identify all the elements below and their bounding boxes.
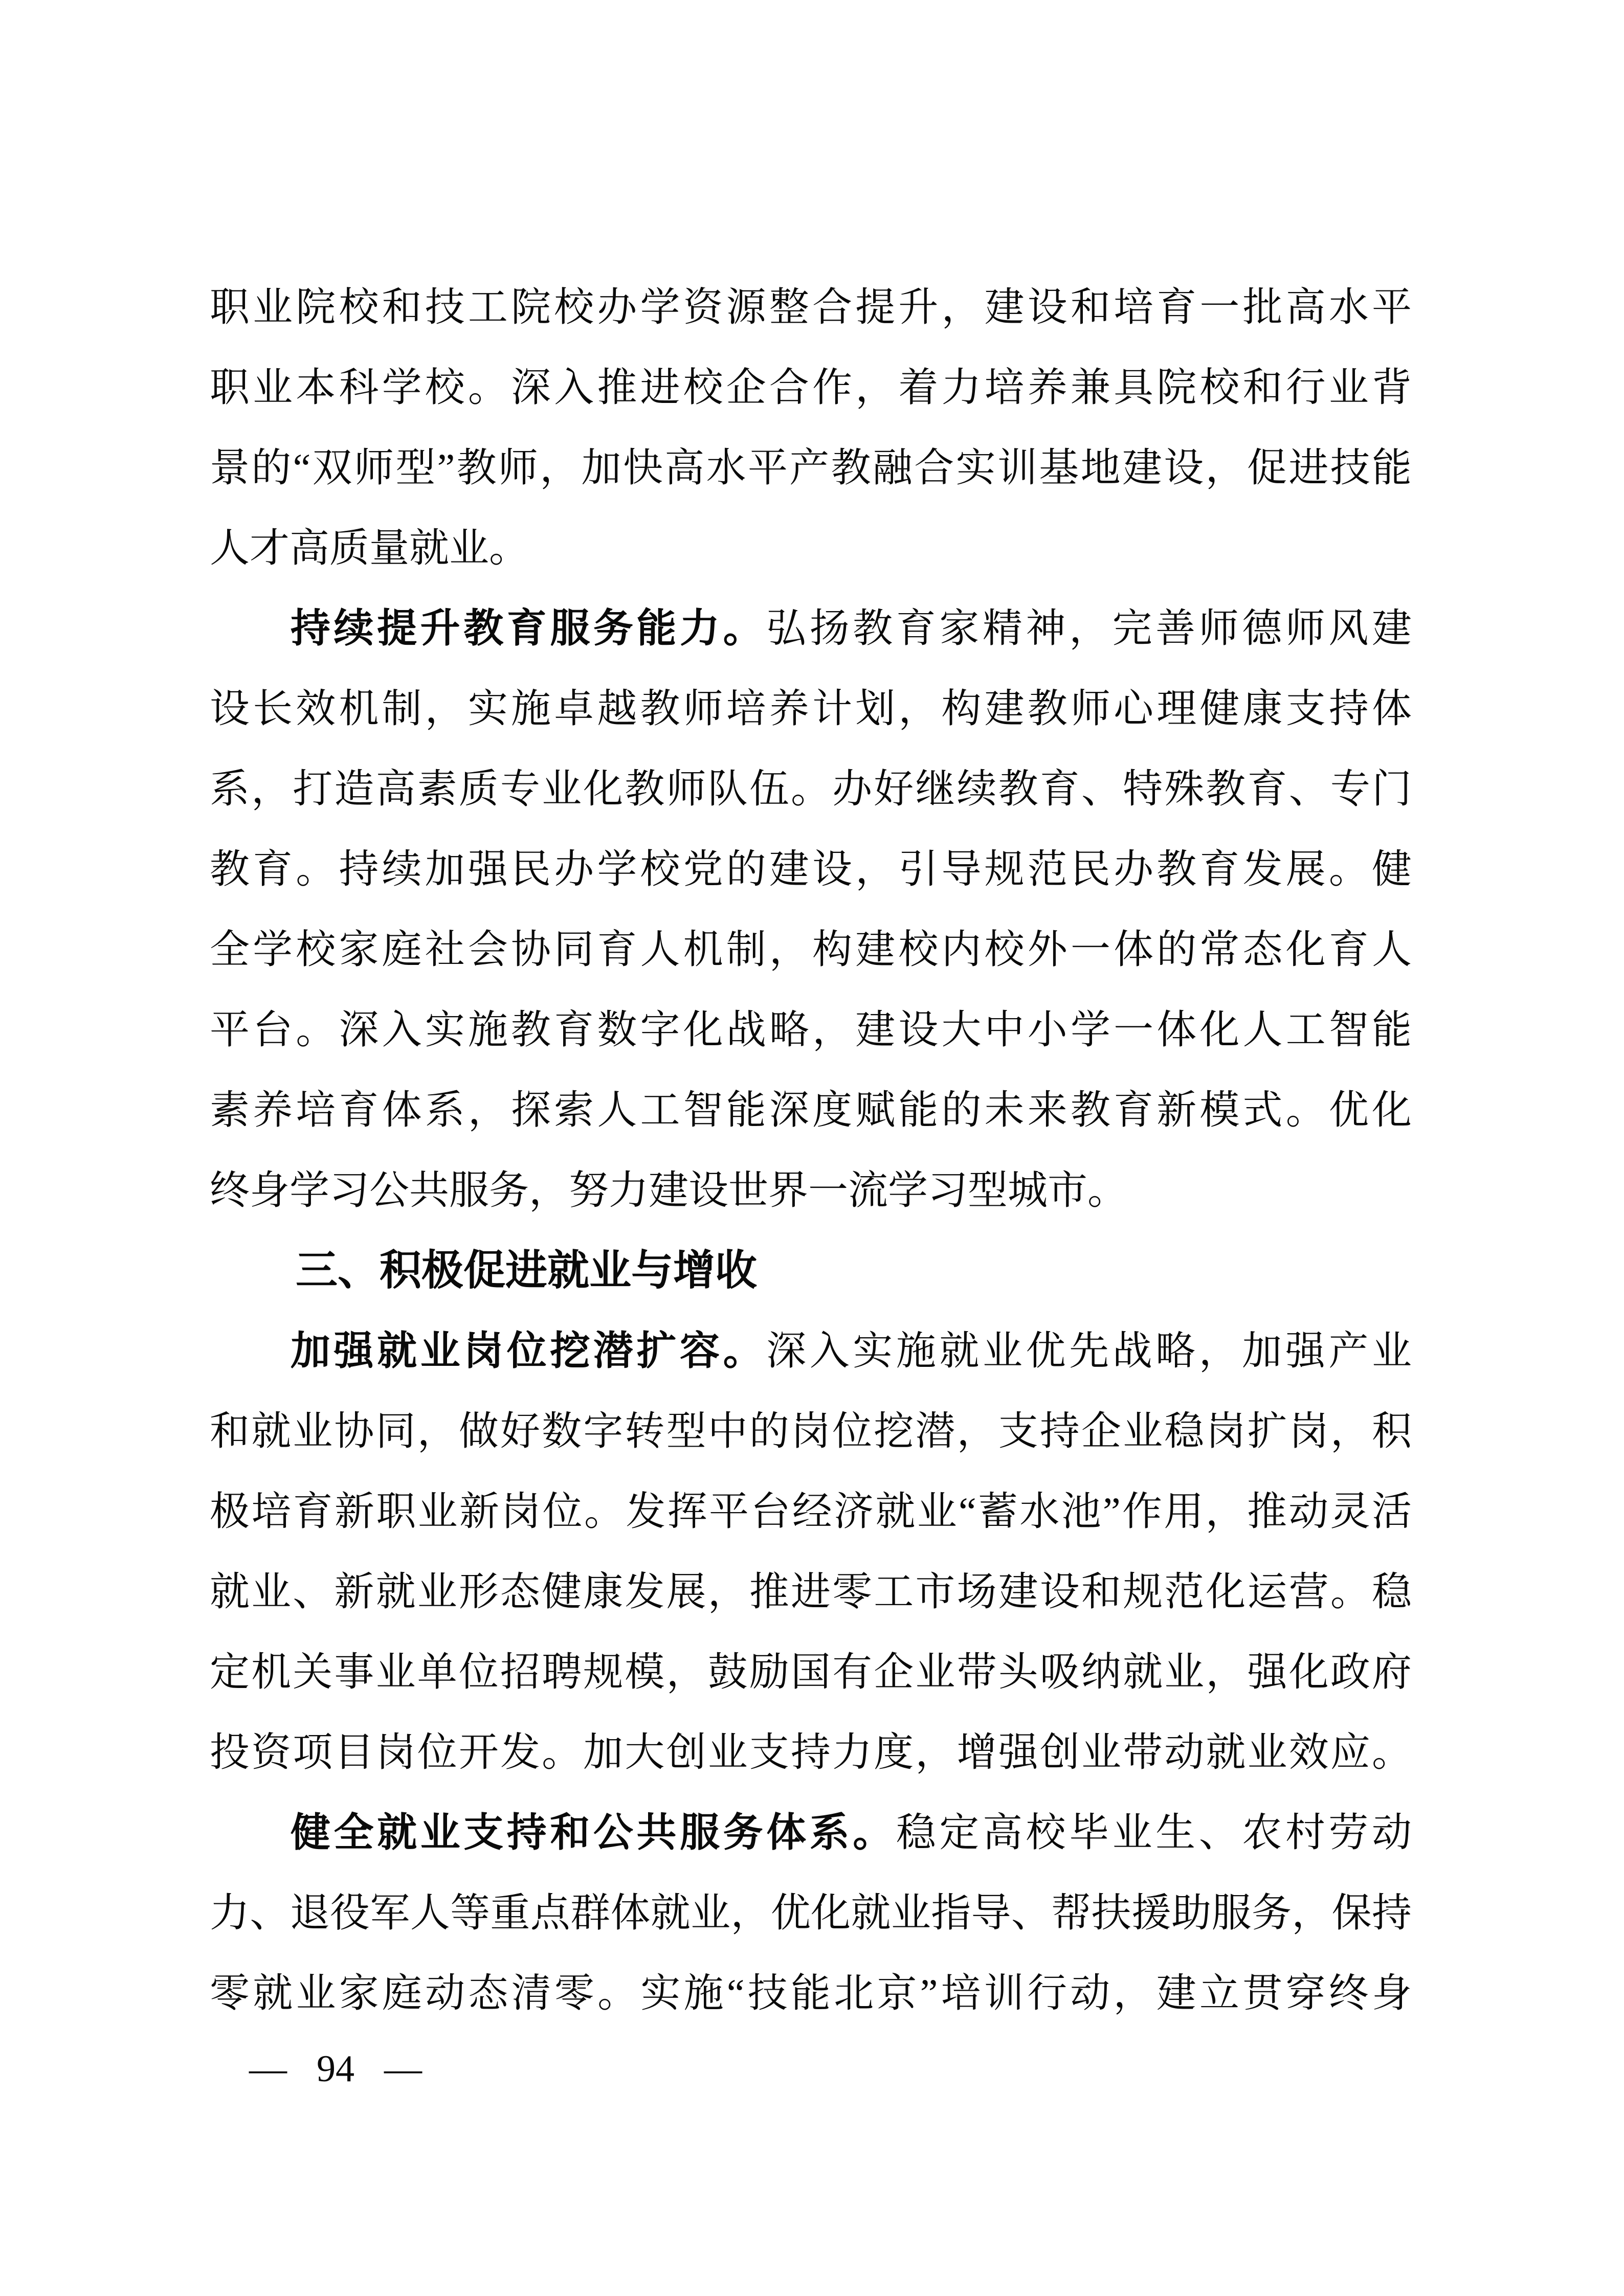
paragraph-lead: 持续提升教育服务能力。	[291, 606, 767, 650]
text-line	[210, 1311, 1412, 1391]
line-text: 设长效机制，实施卓越教师培养计划，构建教师心理健康支持体	[210, 686, 1412, 731]
line-text: 职业院校和技工院校办学资源整合提升，建设和培育一批高水平	[210, 285, 1412, 329]
paragraph-lead: 加强就业岗位挖潜扩容。	[291, 1329, 767, 1373]
text-line	[210, 347, 1412, 427]
text-line	[210, 1632, 1412, 1712]
footer-right-dash: —	[384, 2048, 422, 2090]
text-line	[210, 1150, 1412, 1230]
text-line	[210, 989, 1412, 1070]
heading-text: 三、积极促进就业与增收	[296, 1247, 758, 1294]
text-line	[210, 1953, 1412, 2033]
body-text-block	[210, 267, 1412, 2033]
text-line	[210, 1551, 1412, 1632]
text-line	[210, 829, 1412, 909]
line-text: 定机关事业单位招聘规模，鼓励国有企业带头吸纳就业，强化政府	[210, 1650, 1412, 1694]
text-line	[210, 588, 1412, 668]
line-text: 弘扬教育家精神，完善师德师风建	[766, 606, 1412, 650]
line-text: 力、退役军人等重点群体就业，优化就业指导、帮扶援助服务，保持	[210, 1890, 1412, 1935]
line-text: 深入实施就业优先战略，加强产业	[766, 1329, 1412, 1373]
text-line	[210, 1391, 1412, 1471]
line-text: 和就业协同，做好数字转型中的岗位挖潜，支持企业稳岗扩岗，积	[210, 1409, 1412, 1453]
text-line	[210, 267, 1412, 347]
section-heading	[210, 1230, 1412, 1311]
line-text: 人才高质量就业。	[210, 526, 529, 570]
paragraph-lead: 健全就业支持和公共服务体系。	[291, 1810, 896, 1855]
line-text: 投资项目岗位开发。加大创业支持力度，增强创业带动就业效应。	[210, 1730, 1412, 1774]
line-text: 就业、新就业形态健康发展，推进零工市场建设和规范化运营。稳	[210, 1569, 1412, 1614]
text-line	[210, 668, 1412, 749]
line-text: 零就业家庭动态清零。实施“技能北京”培训行动，建立贯穿终身	[210, 1971, 1412, 2015]
line-text: 景的“双师型”教师，加快高水平产教融合实训基地建设，促进技能	[210, 445, 1412, 490]
line-text: 教育。持续加强民办学校党的建设，引导规范民办教育发展。健	[210, 847, 1412, 891]
text-line	[210, 1070, 1412, 1150]
text-line	[210, 1471, 1412, 1551]
text-line	[210, 1873, 1412, 1953]
text-line	[210, 1792, 1412, 1873]
text-line	[210, 909, 1412, 989]
page-number: 94	[317, 2048, 354, 2090]
page-footer	[249, 2043, 422, 2095]
line-text: 素养培育体系，探索人工智能深度赋能的未来教育新模式。优化	[210, 1088, 1412, 1132]
line-text: 平台。深入实施教育数字化战略，建设大中小学一体化人工智能	[210, 1007, 1412, 1052]
text-line	[210, 508, 1412, 588]
text-line	[210, 749, 1412, 829]
line-text: 稳定高校毕业生、农村劳动	[896, 1810, 1412, 1855]
line-text: 极培育新职业新岗位。发挥平台经济就业“蓄水池”作用，推动灵活	[210, 1489, 1412, 1534]
line-text: 系，打造高素质专业化教师队伍。办好继续教育、特殊教育、专门	[210, 767, 1412, 811]
text-line	[210, 427, 1412, 508]
text-line	[210, 1712, 1412, 1792]
line-text: 职业本科学校。深入推进校企合作，着力培养兼具院校和行业背	[210, 365, 1412, 410]
line-text: 全学校家庭社会协同育人机制，构建校内校外一体的常态化育人	[210, 927, 1412, 972]
footer-left-dash: —	[249, 2048, 287, 2090]
line-text: 终身学习公共服务，努力建设世界一流学习型城市。	[210, 1168, 1128, 1212]
